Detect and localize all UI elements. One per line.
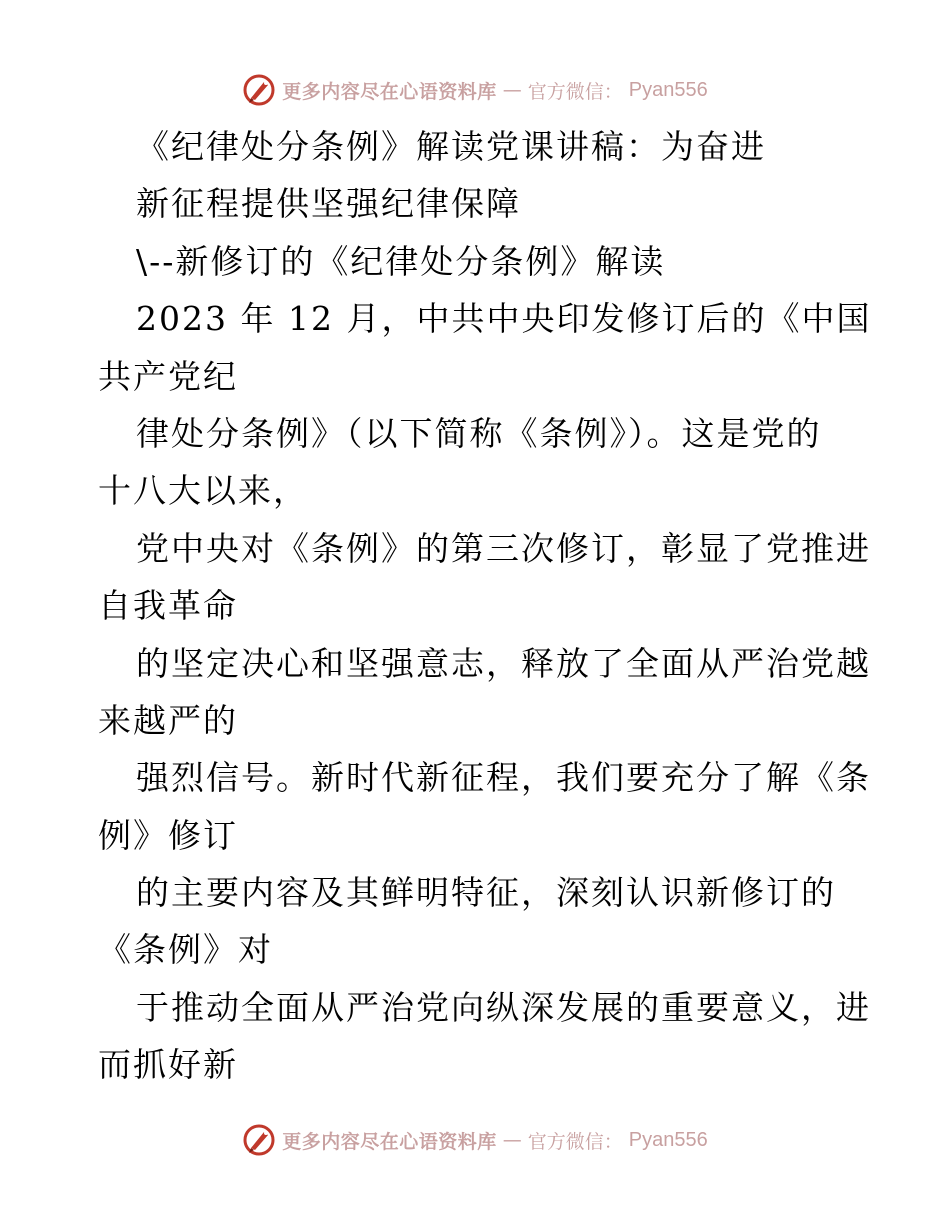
- pen-logo-icon: [242, 73, 276, 107]
- text-line: 自我革命: [98, 586, 238, 626]
- text-line: 共产党纪: [98, 356, 238, 396]
- footer-watermark: [0, 1120, 950, 1160]
- text-line: 来越严的: [98, 700, 238, 740]
- text-line: 于推动全面从严治党向纵深发展的重要意义，进: [136, 987, 871, 1027]
- text-line: 的坚定决心和坚强意志，释放了全面从严治党越: [136, 643, 871, 683]
- watermark-account: Pyan556: [628, 1128, 708, 1151]
- text-line: 《条例》对: [98, 930, 273, 970]
- watermark-separator: —: [502, 1129, 522, 1151]
- text-line: 律处分条例》（以下简称《条例》）。这是党的: [136, 413, 822, 453]
- text-line: 强烈信号。新时代新征程，我们要充分了解《条: [136, 758, 871, 798]
- text-line: 十八大以来，: [98, 471, 308, 511]
- text-line: 而抓好新: [98, 1045, 238, 1085]
- watermark-label: 官方微信：: [527, 1130, 623, 1153]
- text-line: 《纪律处分条例》解读党课讲稿：为奋进: [136, 127, 766, 166]
- text-line: 党中央对《条例》的第三次修订，彰显了党推进: [136, 528, 871, 568]
- watermark-account: Pyan556: [628, 78, 708, 101]
- watermark-text: 更多内容尽在心语资料库: [282, 1130, 497, 1153]
- text-line: 新征程提供坚强纪律保障: [136, 184, 521, 224]
- text-line: 例》修订: [98, 815, 238, 855]
- watermark-separator: —: [502, 79, 522, 101]
- header-watermark: [0, 70, 950, 110]
- text-line: 2023 年 12 月，中共中央印发修订后的《中国: [136, 299, 872, 339]
- pen-logo-icon: [242, 1123, 276, 1157]
- watermark-label: 官方微信：: [527, 80, 623, 103]
- document-body: [98, 118, 872, 1094]
- text-line: 的主要内容及其鲜明特征，深刻认识新修订的: [136, 873, 836, 913]
- text-line: \--新修订的《纪律处分条例》解读: [136, 241, 666, 281]
- watermark-text: 更多内容尽在心语资料库: [282, 80, 497, 103]
